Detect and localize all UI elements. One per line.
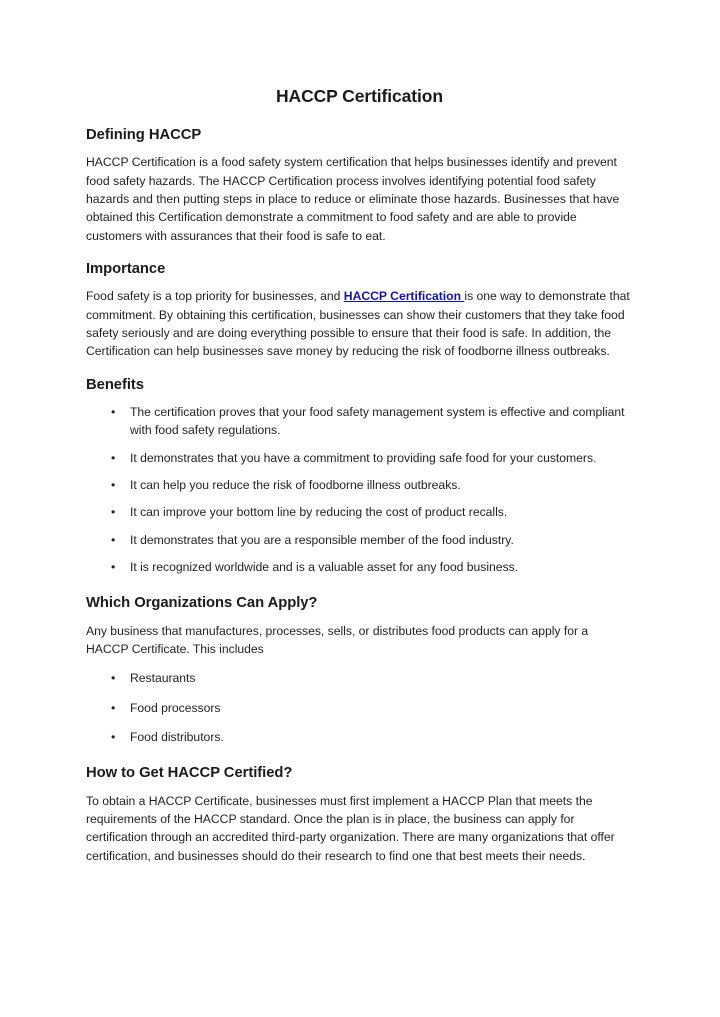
list-item [86,403,633,440]
benefits-list-block [86,403,633,576]
paragraph-defining-haccp: HACCP Certification is a food safety system certification that helps businesses identify and prevent food safety hazards. The HACCP Certification process involves identifying potential food safety hazards and then putting steps in place to reduce or eliminate those hazards. Businesses that have obtained this Certification demonstrate a commitment to food safety and are able to provide customers with assurances that their food is safe to eat. [86,155,620,243]
bullet-icon: • [111,700,116,715]
section-heading-how-to-get-haccp-certified: How to Get HACCP Certified? [86,765,293,782]
list-item-label: It can improve your bottom line by reducing the cost of product recalls. [130,505,508,520]
paragraph-importance-tail: is one way to demonstrate that commitment. By obtaining this certification, businesses can show their customers that they take food safety seriously and are doing everything possible to ensure that their food is safe. In addition, the Certification can help businesses save money by reducing the risk of foodborne illness outbreaks. [86,289,630,359]
list-item-label: It is recognized worldwide and is a valuable asset for any food business. [130,559,519,574]
section-heading-benefits: Benefits [86,376,144,393]
list-item [86,531,633,549]
paragraph-which-organizations: Any business that manufactures, processes, sells, or distributes food products can apply for a HACCP Certificate. This includes [86,623,589,656]
haccp-certification-link[interactable]: HACCP Certification [343,289,465,304]
page-title: HACCP Certification [276,86,443,106]
bullet-icon: • [111,729,116,744]
list-item-label: Food distributors. [130,729,224,744]
list-item [86,728,633,746]
list-item [86,476,633,494]
bullet-icon: • [111,505,116,520]
paragraph-importance-lead: Food safety is a top priority for businesses, and [86,289,344,304]
organizations-list [86,669,633,746]
bullet-icon: • [111,450,116,465]
list-item [86,449,633,467]
bullet-icon: • [111,478,116,493]
list-item-label: Restaurants [130,671,196,686]
bullet-icon: • [111,405,116,420]
section-heading-importance: Importance [86,260,166,277]
paragraph-importance [86,287,633,360]
bullet-icon: • [111,532,116,547]
organizations-list-block [86,669,633,746]
paragraph-how-to-get-certified: To obtain a HACCP Certificate, businesses must first implement a HACCP Plan that meets the requirements of the HACCP standard. Once the plan is in place, the business can apply for certification through an accredited third-party organization. There are many organizations that offer certification, and businesses should do their research to find one that best meets their needs. [86,793,615,863]
list-item-label: It demonstrates that you have a commitment to providing safe food for your customers. [130,450,597,465]
section-heading-defining-haccp: Defining HACCP [86,127,202,143]
bullet-icon: • [111,671,116,686]
section-heading-which-organizations-can-apply: Which Organizations Can Apply? [86,595,318,612]
list-item-label: It can help you reduce the risk of foodborne illness outbreaks. [130,478,461,493]
list-item-label: The certification proves that your food safety management system is effective and compliant with food safety regulations. [130,405,625,438]
bullet-icon: • [111,559,116,574]
list-item-label: It demonstrates that you are a responsible member of the food industry. [130,532,514,547]
list-item-label: Food processors [130,700,221,715]
list-item [86,699,633,717]
list-item [86,558,633,576]
list-item [86,503,633,521]
list-item [86,669,633,687]
benefits-list [86,403,633,576]
